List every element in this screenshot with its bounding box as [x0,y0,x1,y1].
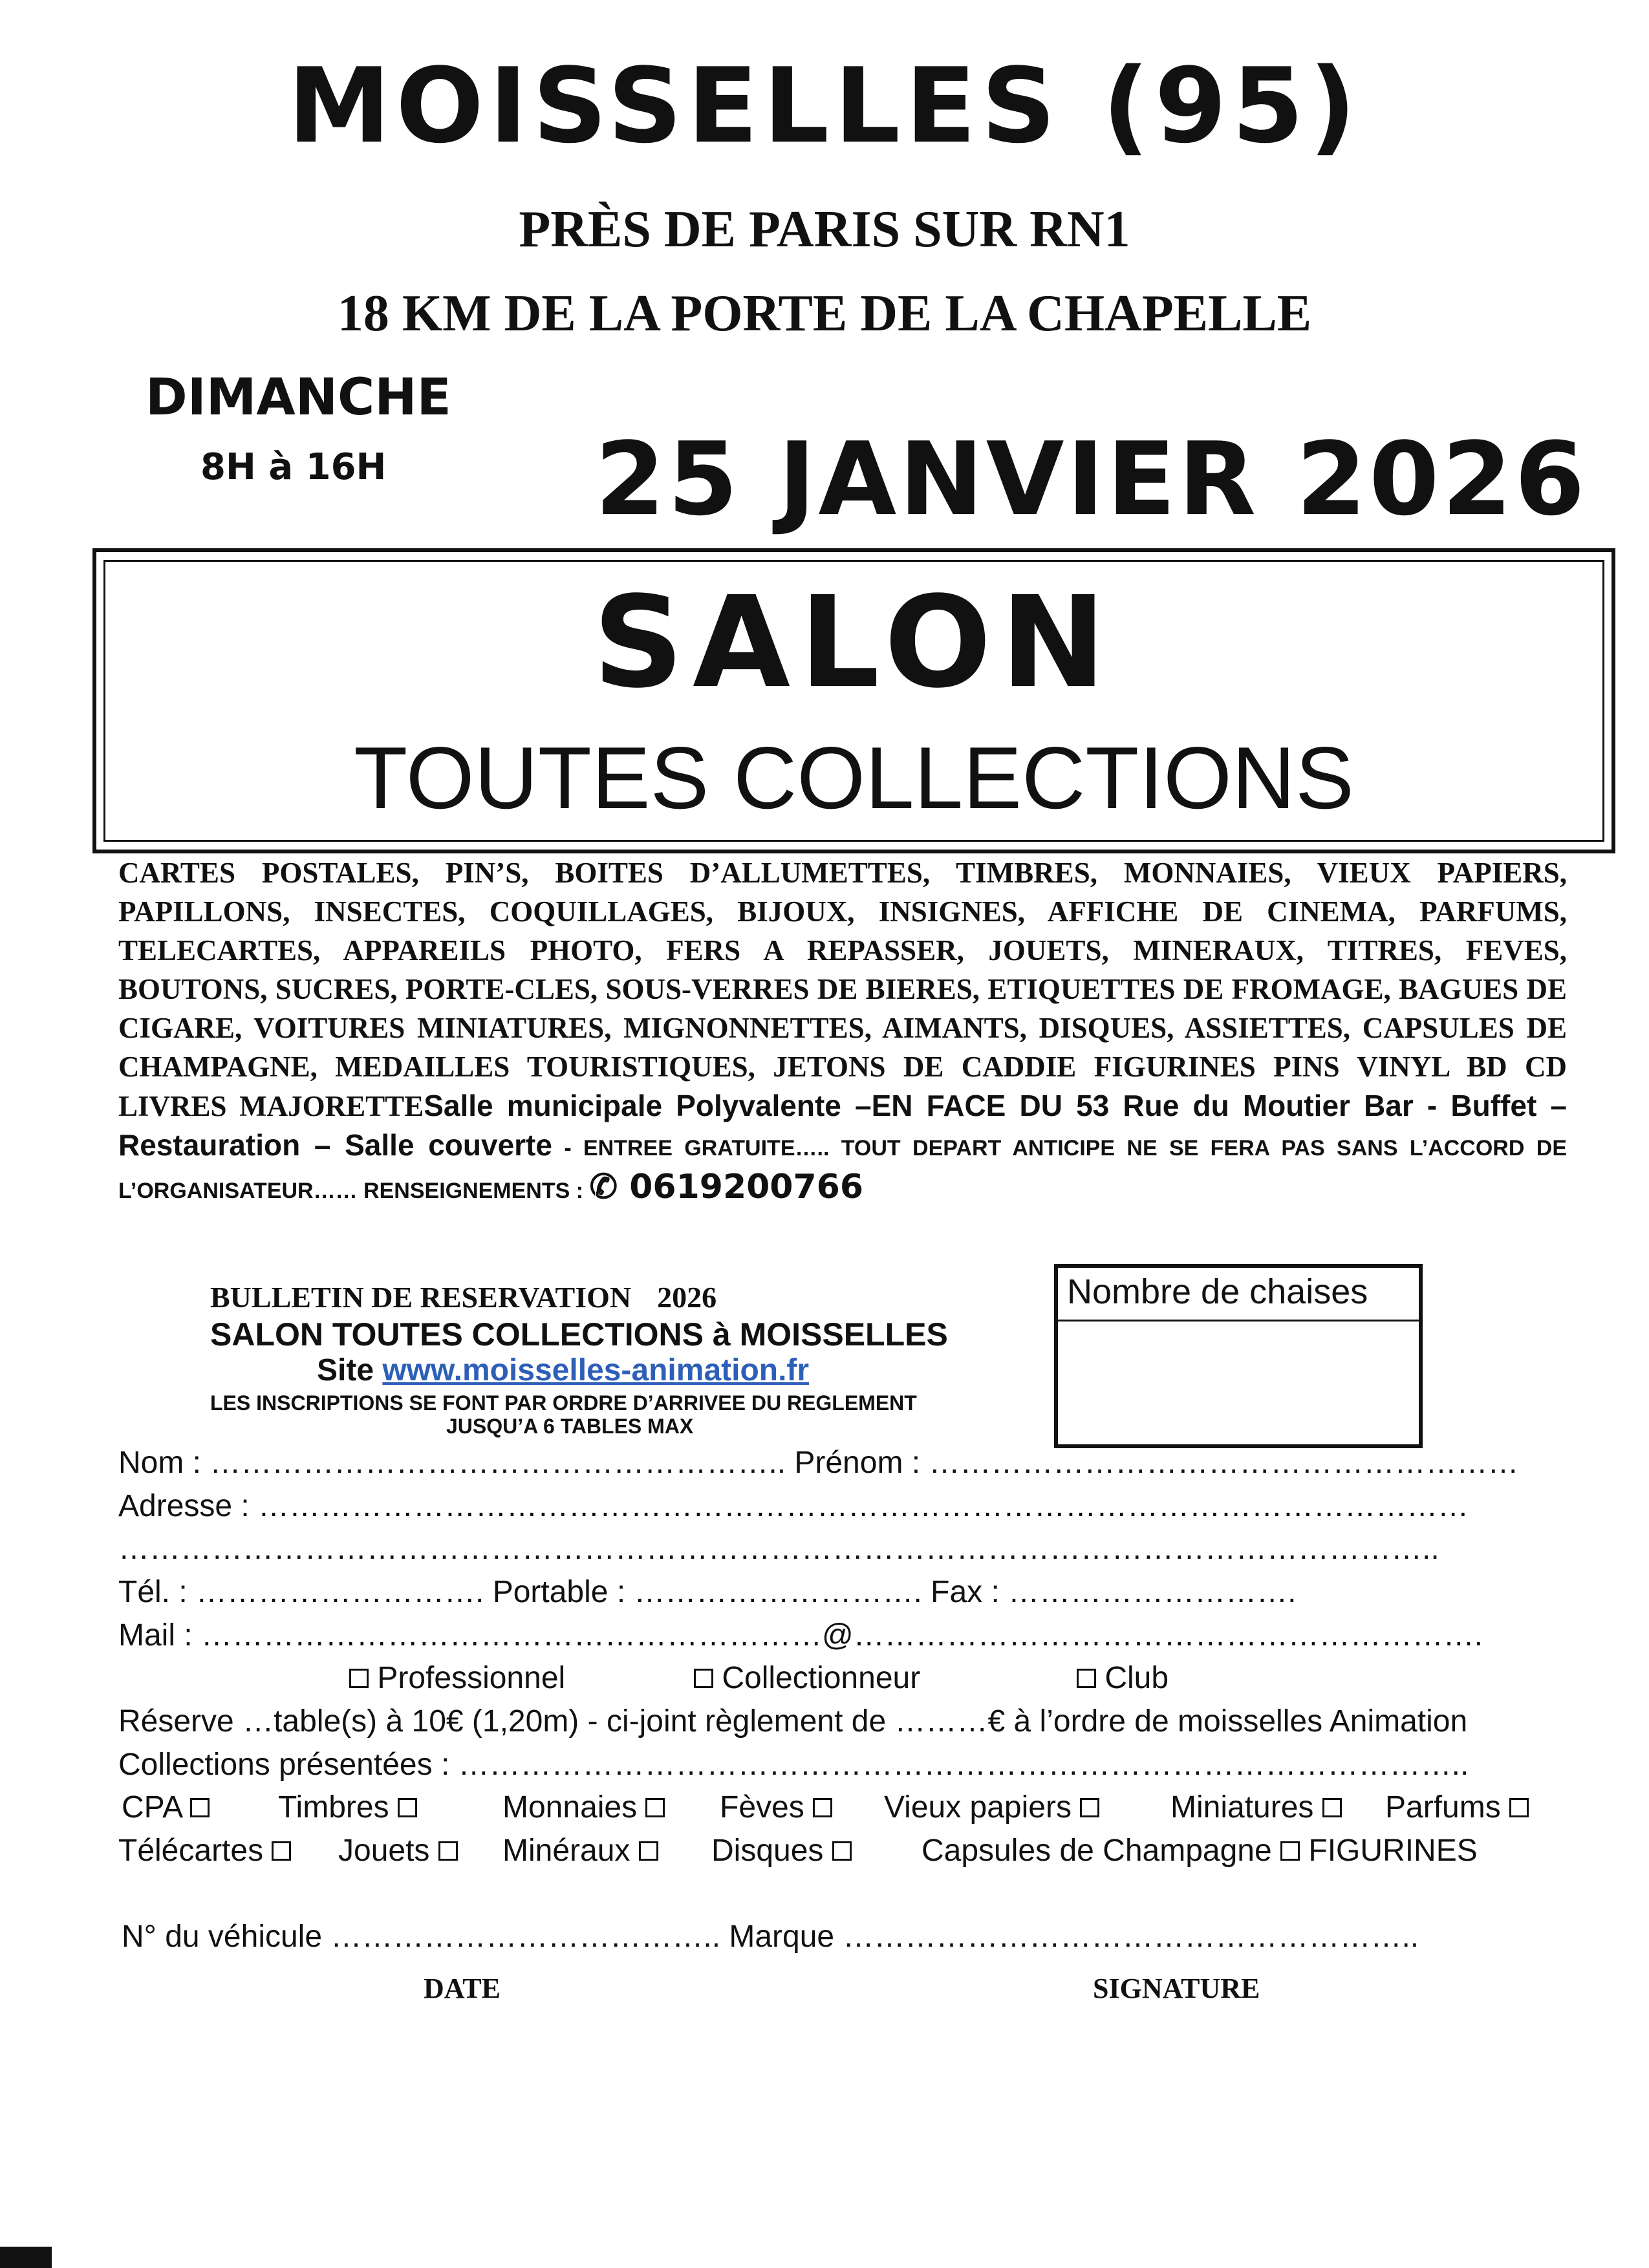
category-jouets[interactable] [338,1833,458,1868]
miniatures-label: Miniatures [1170,1790,1314,1824]
address-field[interactable]: Adresse : ……………………………………………………………………………………………………… [118,1489,1469,1523]
checkbox-cpa[interactable] [190,1798,210,1817]
entry-info: - ENTREE GRATUITE….. TOUT DEPART ANTICIPE NE SE FERA PAS SANS L’ACCORD DE L’ORGANISATEUR…… RENSEIGNEMENTS : [118,1136,1567,1203]
checkbox-miniatures[interactable] [1322,1798,1342,1817]
category-mineraux[interactable] [502,1833,658,1868]
category-monnaies[interactable] [502,1790,665,1825]
name-field[interactable]: Nom : ……………………………………………….. Prénom : ………………………………………………… [118,1446,1519,1480]
collections-field[interactable]: Collections présentées : …………………………………………………………………………………….. [118,1748,1469,1782]
chairs-box[interactable] [1054,1264,1423,1448]
collectionneur-label: Collectionneur [722,1661,921,1695]
phone-fields[interactable]: Tél. : ………………………. Portable : ………………………. Fax : ………………………. [118,1575,1297,1609]
venue-info: Salle municipale Polyvalente –EN FACE DU 53 Rue du Moutier Bar - Buffet – Restauration – Salle couverte [118,1089,1567,1162]
category-timbres[interactable] [278,1790,417,1825]
checkbox-telecartes[interactable] [272,1841,291,1861]
event-hours: 8H à 16H [200,446,387,488]
signature-label: SIGNATURE [1093,1973,1260,2004]
scan-corner-mark [0,2247,52,2268]
checkbox-capsules[interactable] [1280,1841,1300,1861]
vehicle-field[interactable]: N° du véhicule ……………………………….. Marque ……………………………………………….. [122,1920,1419,1954]
category-miniatures[interactable] [1170,1790,1342,1825]
parfums-label: Parfums [1385,1790,1501,1824]
reservation-line[interactable]: Réserve …table(s) à 10€ (1,20m) - ci-joint règlement de ………€ à l’ordre de moisselles Animation [118,1704,1468,1738]
bulletin-title-text: BULLETIN DE RESERVATION [210,1281,632,1314]
capsules-label: Capsules de Champagne [921,1834,1272,1868]
category-cpa[interactable] [122,1790,210,1825]
checkbox-vieux-papiers[interactable] [1080,1798,1099,1817]
option-professionnel[interactable] [349,1660,565,1696]
monnaies-label: Monnaies [502,1790,638,1824]
option-club[interactable] [1077,1660,1169,1696]
phone-number: 0619200766 [618,1168,864,1206]
professionnel-label: Professionnel [377,1661,566,1695]
timbres-label: Timbres [278,1790,389,1824]
category-telecartes[interactable] [118,1833,291,1868]
checkbox-feves[interactable] [813,1798,832,1817]
category-vieux-papiers[interactable] [884,1790,1099,1825]
club-label: Club [1105,1661,1169,1695]
bulletin-title [210,1280,717,1314]
bulletin-year: 2026 [657,1281,717,1314]
option-collectionneur[interactable] [694,1660,920,1696]
category-feves[interactable] [720,1790,832,1825]
event-day: DIMANCHE [146,369,451,427]
site-link[interactable]: www.moisselles-animation.fr [382,1353,810,1387]
checkbox-monnaies[interactable] [645,1798,665,1817]
checkbox-mineraux[interactable] [639,1841,658,1861]
bulletin-site [317,1353,809,1388]
banner-subtitle: TOUTES COLLECTIONS [354,729,1354,827]
checkbox-timbres[interactable] [398,1798,417,1817]
banner-salon: SALON [592,569,1116,716]
checkbox-professionnel[interactable] [349,1669,369,1688]
bulletin-note-max: JUSQU’A 6 TABLES MAX [446,1415,694,1438]
checkbox-club[interactable] [1077,1669,1096,1688]
mineraux-label: Minéraux [502,1834,630,1868]
category-parfums[interactable] [1385,1790,1529,1825]
disques-label: Disques [711,1834,824,1868]
date-label: DATE [424,1973,501,2004]
figurines-label: FIGURINES [1308,1834,1478,1868]
distance-line: 18 KM DE LA PORTE DE LA CHAPELLE [337,285,1312,342]
bulletin-salon-line: SALON TOUTES COLLECTIONS à MOISSELLES [210,1316,948,1353]
category-disques[interactable] [711,1833,852,1868]
category-capsules[interactable] [921,1833,1478,1868]
location-line: PRÈS DE PARIS SUR RN1 [519,201,1130,258]
checkbox-collectionneur[interactable] [694,1669,713,1688]
checkbox-jouets[interactable] [438,1841,458,1861]
cpa-label: CPA [122,1790,182,1824]
mail-field[interactable]: Mail : ……………………………………………………@……………………………………………………. [118,1618,1483,1653]
bulletin-note-order: LES INSCRIPTIONS SE FONT PAR ORDRE D’ARRIVEE DU REGLEMENT [210,1391,917,1415]
chairs-label: Nombre de chaises [1058,1268,1419,1321]
checkbox-parfums[interactable] [1509,1798,1529,1817]
checkbox-disques[interactable] [832,1841,852,1861]
event-date: 25 JANVIER 2026 [595,420,1588,538]
jouets-label: Jouets [338,1834,430,1868]
site-label: Site [317,1353,383,1387]
feves-label: Fèves [720,1790,804,1824]
telecartes-label: Télécartes [118,1834,264,1868]
collection-items-list: CARTES POSTALES, PIN’S, BOITES D’ALLUMETTES, TIMBRES, MONNAIES, VIEUX PAPIERS, PAPILLONS, INSECTES, COQUILLAGES, BIJOUX, INSIGNES, AFFICHE DE CINEMA, PARFUMS, TELECARTES, APPAREILS PHOTO, FERS A REPASSER, JOUETS, MINERAUX, TITRES, FEVES, BOUTONS, SUCRES, PORTE-CLES, SOUS-VERRES DE BIERES, ETIQUETTES DE FROMAGE, BAGUES DE CIGARE, VOITURES MINIATURES, MIGNONNETTES, AIMANTS, DISQUES, ASSIETTES, CAPSULES DE CHAMPAGNE, MEDAILLES TOURISTIQUES, JETONS DE CADDIE FIGURINES PINS VINYL BD CD LIVRES MAJORETTE [118,857,1567,1122]
phone-icon: ✆ [589,1169,618,1206]
event-description [118,853,1567,1210]
vieux-papiers-label: Vieux papiers [884,1790,1072,1824]
address-field-2[interactable]: ……………………………………………………………………………………………………………….. [118,1532,1439,1566]
poster-title: MOISSELLES (95) [287,45,1362,166]
